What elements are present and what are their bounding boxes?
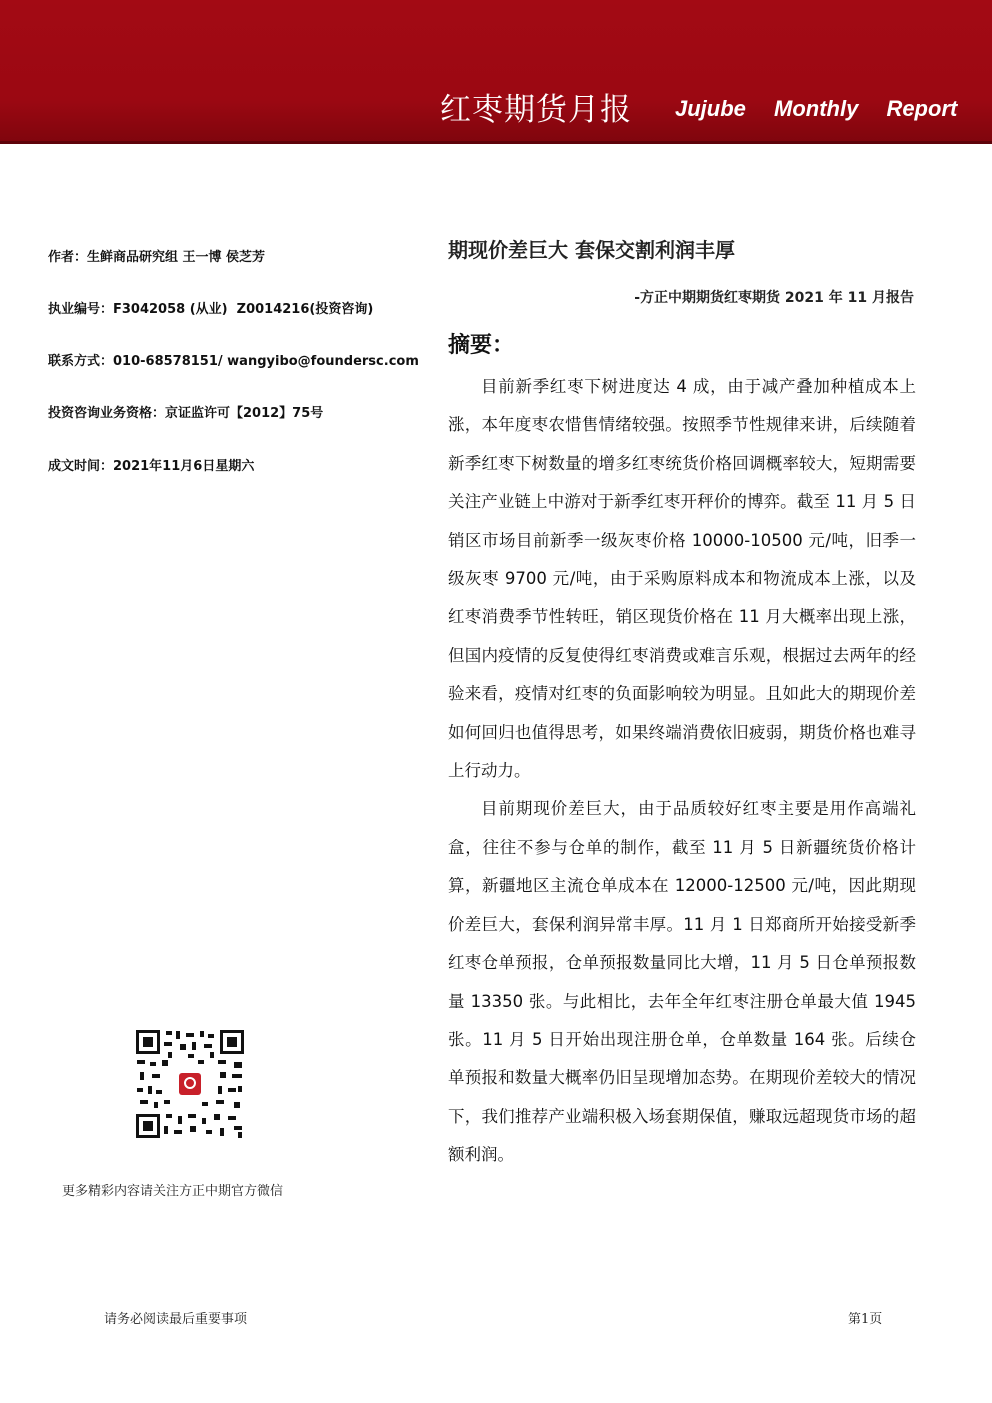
header-divider [0, 141, 992, 144]
abstract-paragraph: 目前新季红枣下树进度达 4 成，由于减产叠加种植成本上涨，本年度枣农惜售情绪较强。按照季节性规律来讲，后续随着新季红枣下树数量的增多红枣统货价格回调概率较大，短期需要关注产业链上中游对于新季红枣开秤价的博弈。截至 11 月 5 日销区市场目前新季一级灰枣价格 10000-10500 元/吨，旧季一级灰枣 9700 元/吨，由于采购原料成本和物流成本上涨，以及红枣消费季节性转旺，销区现货价格在 11 月大概率出现上涨，但国内疫情的反复使得红枣消费或难言乐观，根据过去两年的经验来看，疫情对红枣的负面影响较为明显。且如此大的期现价差如何回归也值得思考，如果终端消费依旧疲弱，期货价格也难寻上行动力。 [448, 377, 916, 781]
page-number: 第1页 [848, 1312, 883, 1327]
report-title: 期现价差巨大 套保交割利润丰厚 [448, 238, 735, 262]
abstract-paragraph: 目前期现价差巨大，由于品质较好红枣主要是用作高端礼盒，往往不参与仓单的制作，截至 11 月 5 日新疆统货价格计算，新疆地区主流仓单成本在 12000-12500 元/吨，因此期现价差巨大，套保利润异常丰厚。11 月 1 日郑商所开始接受新季红枣仓单预报，仓单预报数量同比大增，11 月 5 日仓单预报数量 13350 张。与此相比，去年全年红枣注册仓单最大值 1945 张。11 月 5 日开始出现注册仓单，仓单数量 164 张。后续仓单预报和数量大概率仍旧呈现增加态势。在期现价差较大的情况下，我们推荐产业端积极入场套期保值，赚取远超现货市场的超额利润。 [448, 799, 916, 1165]
qr-logo-icon [179, 1073, 201, 1095]
abstract-body [448, 368, 916, 1175]
report-subtitle: -方正中期期货红枣期货 2021 年 11 月报告 [634, 290, 914, 306]
qr-caption: 更多精彩内容请关注方正中期官方微信 [62, 1184, 284, 1199]
abstract-heading: 摘要： [448, 333, 515, 358]
wechat-qr-code[interactable] [134, 1028, 246, 1140]
report-series-title-en: Jujube Monthly Report [675, 96, 958, 121]
footer-notice: 请务必阅读最后重要事项 [104, 1312, 248, 1327]
qualification-line: 投资咨询业务资格：京证监许可【2012】75号 [48, 406, 324, 421]
license-line: 执业编号：F3042058 (从业) Z0014216(投资咨询) [48, 302, 374, 317]
date-line: 成文时间：2021年11月6日星期六 [48, 459, 255, 474]
contact-line: 联系方式：010-68578151/ wangyibo@foundersc.com [48, 354, 419, 369]
report-series-title: 红枣期货月报 [440, 92, 632, 128]
author-line: 作者：生鲜商品研究组 王一博 侯芝芳 [48, 250, 266, 265]
